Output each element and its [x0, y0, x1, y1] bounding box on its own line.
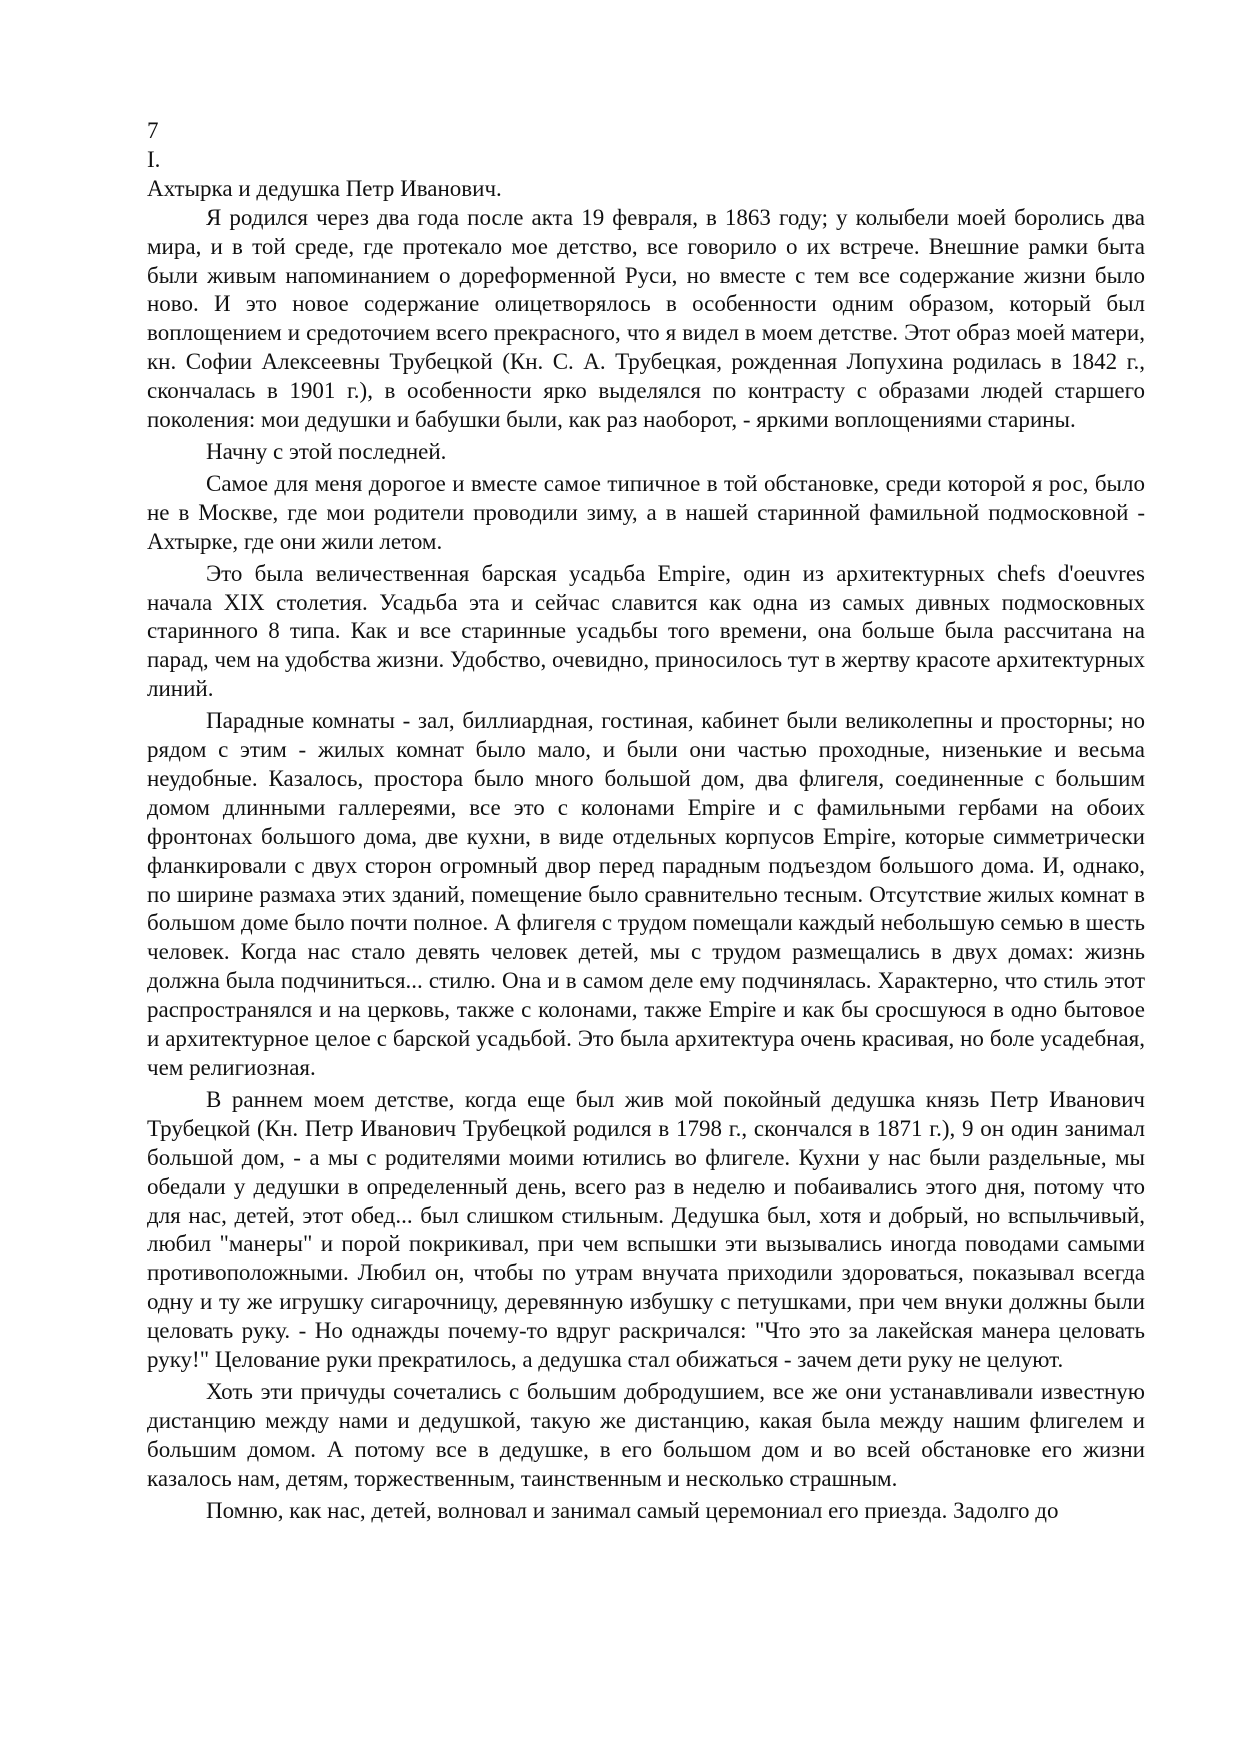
page-number: 7: [147, 118, 159, 143]
paragraph-distance: Хоть эти причуды сочетались с большим добродушием, все же они устанавливали известную дистанцию между нами и дедушкой, такую же дистанцию, какая была между нашим флигелем и большим домом. А потому все в дедушке, в его большом дом и во всей обстановке его жизни казалось нам, детям, торжественным, таинственным и несколько страшным.: [147, 1378, 1145, 1491]
paragraph-begin: Начну с этой последней.: [206, 438, 447, 464]
paragraph-ceremony: Помню, как нас, детей, волновал и занимал самый церемониал его приезда. Задолго до: [206, 1497, 1059, 1523]
chapter-number: I.: [147, 146, 161, 172]
paragraph-estate: Это была величественная барская усадьба Empire, один из архитектурных chefs d'oeuvres начала XIX столетия. Усадьба эта и сейчас славится как одна из самых дивных подмосковных старинного 8 типа. Как и все старинные усадьбы того времени, она больше была рассчитана на парад, чем на удобства жизни. Удобство, очевидно, приносилось тут в жертву красоте архитектурных линий.: [147, 560, 1145, 702]
document-page: [147, 117, 1145, 1526]
paragraph-rooms: Парадные комнаты - зал, биллиардная, гостиная, кабинет были великолепны и просторны; но рядом с этим - жилых комнат было мало, и были они частью проходные, низенькие и весьма неудобные. Казалось, простора было много большой дом, два флигеля, соединенные с большим домом длинными галлереями, все это с колонами Empire и с фамильными гербами на обоих фронтонах большого дома, две кухни, в виде отдельных корпусов Empire, которые симметрически фланкировали с двух сторон огромный двор перед парадным подъездом большого дома. И, однако, по ширине размаха этих зданий, помещение было сравнительно тесным. Отсутствие жилых комнат в большом доме было почти полное. А флигеля с трудом помещали каждый небольшую семью в шесть человек. Когда нас стало девять человек детей, мы с трудом размещались в двух домах: жизнь должна была подчиниться... стилю. Она и в самом деле ему подчинялась. Характерно, что стиль этот распространялся и на церковь, также с колонами, также Empire и как бы сросшуюся в одно бытовое и архитектурное целое с барской усадьбой. Это была архитектура очень красивая, но боле усадебная, чем религиозная.: [147, 708, 1145, 1080]
chapter-title: Ахтырка и дедушка Петр Иванович.: [147, 175, 502, 201]
paragraph-grandfather: В раннем моем детстве, когда еще был жив мой покойный дедушка князь Петр Иванович Трубецкой (Кн. Петр Иванович Трубецкой родился в 1798 г., скончался в 1871 г.), 9 он один занимал большой дом, - а мы с родителями моими ютились во флигеле. Кухни у нас были раздельные, мы обедали у дедушки в определенный день, всего раз в неделю и побаивались этого дня, потому что для нас, детей, этот обед... был слишком стильным. Дедушка был, хотя и добрый, но вспыльчивый, любил "манеры" и порой покрикивал, при чем вспышки эти вызывались иногда поводами самыми противоположными. Любил он, чтобы по утрам внучата приходили здороваться, показывал всегда одну и ту же игрушку сигарочницу, деревянную избушку с петушками, при чем внуки должны были целовать руку. - Но однажды почему-то вдруг раскричался: "Что это за лакейская манера целовать руку!" Целование руки прекратилось, а дедушка стал обижаться - зачем дети руку не целуют.: [147, 1086, 1145, 1373]
paragraph-akhtyrka: Самое для меня дорогое и вместе самое типичное в той обстановке, среди которой я рос, было не в Москве, где мои родители проводили зиму, а в нашей старинной фамильной подмосковной - Ахтырке, где они жили летом.: [147, 470, 1145, 554]
paragraph-birth: Я родился через два года после акта 19 февраля, в 1863 году; у колыбели моей боролись два мира, и в той среде, где протекало мое детство, все говорило о их встрече. Внешние рамки быта были живым напоминанием о дореформенной Руси, но вместе с тем все содержание жизни было ново. И это новое содержание олицетворялось в особенности одним образом, который был воплощением и средоточием всего прекрасного, что я видел в моем детстве. Этот образ моей матери, кн. Софии Алексеевны Трубецкой (Кн. С. А. Трубецкая, рожденная Лопухина родилась в 1842 г., скончалась в 1901 г.), в особенности ярко выделялся по контрасту с образами людей старшего поколения: мои дедушки и бабушки были, как раз наоборот, - яркими воплощениями старины.: [147, 204, 1145, 433]
